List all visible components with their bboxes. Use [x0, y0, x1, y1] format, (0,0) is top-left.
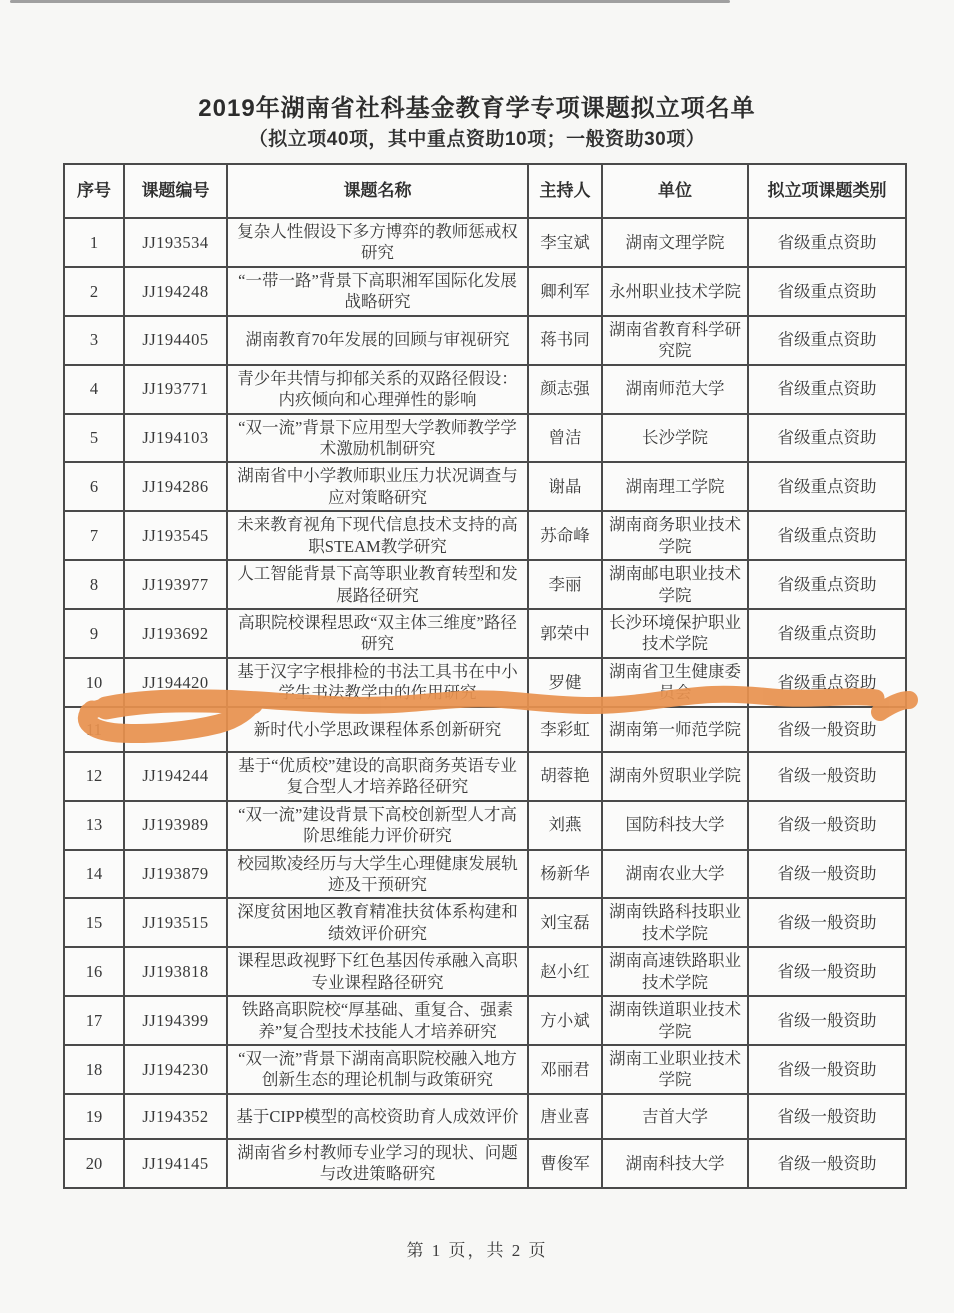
table-row: [64, 752, 906, 801]
cell-title: 课程思政视野下红色基因传承融入高职专业课程路径研究: [227, 947, 528, 996]
cell-leader: 李彩虹: [528, 707, 602, 752]
cell-title: 湖南省乡村教师专业学习的现状、问题与改进策略研究: [227, 1139, 528, 1188]
table-row: [64, 218, 906, 267]
cell-title: 新时代小学思政课程体系创新研究: [227, 707, 528, 752]
cell-seq: 6: [64, 462, 124, 511]
cell-seq: 13: [64, 801, 124, 850]
cell-seq: 20: [64, 1139, 124, 1188]
cell-code: JJ193692: [124, 609, 227, 658]
cell-code: JJ193545: [124, 511, 227, 560]
cell-leader: 蒋书同: [528, 316, 602, 365]
cell-seq: 2: [64, 267, 124, 316]
table-row: [64, 462, 906, 511]
cell-code: JJ194145: [124, 1139, 227, 1188]
cell-seq: 14: [64, 850, 124, 899]
cell-category: 省级重点资助: [748, 218, 906, 267]
column-header-3: 主持人: [528, 164, 602, 218]
cell-leader: 郭荣中: [528, 609, 602, 658]
cell-seq: 11: [64, 707, 124, 752]
cell-category: 省级重点资助: [748, 560, 906, 609]
cell-category: 省级重点资助: [748, 462, 906, 511]
cell-unit: 湖南铁路科技职业技术学院: [602, 898, 748, 947]
cell-seq: 17: [64, 996, 124, 1045]
cell-category: 省级重点资助: [748, 365, 906, 414]
cell-category: 省级重点资助: [748, 414, 906, 463]
cell-unit: 永州职业技术学院: [602, 267, 748, 316]
cell-seq: 19: [64, 1094, 124, 1139]
table-row: [64, 267, 906, 316]
page-title: 2019年湖南省社科基金教育学专项课题拟立项名单: [198, 95, 756, 122]
cell-unit: 湖南工业职业技术学院: [602, 1045, 748, 1094]
table-row: [64, 1045, 906, 1094]
page-subtitle: （拟立项40项，其中重点资助10项；一般资助30项）: [248, 129, 706, 150]
cell-code: JJ193818: [124, 947, 227, 996]
cell-title: “双一流”背景下应用型大学教师教学学术激励机制研究: [227, 414, 528, 463]
cell-code: JJ194244: [124, 752, 227, 801]
cell-code: JJ194103: [124, 414, 227, 463]
cell-unit: 湖南铁道职业技术学院: [602, 996, 748, 1045]
cell-code: JJ194230: [124, 1045, 227, 1094]
cell-code: JJ194405: [124, 316, 227, 365]
cell-title: 青少年共情与抑郁关系的双路径假设：内疚倾向和心理弹性的影响: [227, 365, 528, 414]
cell-seq: 12: [64, 752, 124, 801]
cell-title: “一带一路”背景下高职湘军国际化发展战略研究: [227, 267, 528, 316]
cell-code: JJ193879: [124, 850, 227, 899]
table-row: [64, 707, 906, 752]
cell-unit: 湖南理工学院: [602, 462, 748, 511]
cell-unit: 湖南高速铁路职业技术学院: [602, 947, 748, 996]
column-header-2: 课题名称: [227, 164, 528, 218]
cell-seq: 3: [64, 316, 124, 365]
column-header-5: 拟立项课题类别: [748, 164, 906, 218]
cell-leader: 李丽: [528, 560, 602, 609]
cell-title: 湖南省中小学教师职业压力状况调查与应对策略研究: [227, 462, 528, 511]
cell-category: 省级一般资助: [748, 898, 906, 947]
cell-seq: 15: [64, 898, 124, 947]
cell-title: 基于CIPP模型的高校资助育人成效评价: [227, 1094, 528, 1139]
cell-category: 省级一般资助: [748, 1139, 906, 1188]
cell-category: 省级重点资助: [748, 511, 906, 560]
cell-title: 深度贫困地区教育精准扶贫体系构建和绩效评价研究: [227, 898, 528, 947]
cell-unit: 国防科技大学: [602, 801, 748, 850]
cell-leader: 李宝斌: [528, 218, 602, 267]
table-row: [64, 1094, 906, 1139]
cell-unit: 长沙环境保护职业技术学院: [602, 609, 748, 658]
page-number: 第 1 页，共 2 页: [406, 1241, 548, 1260]
cell-category: 省级一般资助: [748, 947, 906, 996]
cell-leader: 曹俊军: [528, 1139, 602, 1188]
table-row: [64, 609, 906, 658]
cell-category: 省级重点资助: [748, 658, 906, 707]
cell-leader: 刘宝磊: [528, 898, 602, 947]
cell-title: 复杂人性假设下多方博弈的教师惩戒权研究: [227, 218, 528, 267]
cell-code: JJ193515: [124, 898, 227, 947]
cell-seq: 5: [64, 414, 124, 463]
cell-title: “双一流”建设背景下高校创新型人才高阶思维能力评价研究: [227, 801, 528, 850]
projects-table: [63, 163, 907, 1189]
cell-seq: 10: [64, 658, 124, 707]
cell-unit: 湖南邮电职业技术学院: [602, 560, 748, 609]
cell-category: 省级重点资助: [748, 267, 906, 316]
cell-title: 人工智能背景下高等职业教育转型和发展路径研究: [227, 560, 528, 609]
cell-leader: 谢晶: [528, 462, 602, 511]
cell-title: 基于“优质校”建设的高职商务英语专业复合型人才培养路径研究: [227, 752, 528, 801]
cell-seq: 18: [64, 1045, 124, 1094]
cell-leader: 胡蓉艳: [528, 752, 602, 801]
table-row: [64, 658, 906, 707]
table-row: [64, 947, 906, 996]
cell-leader: 罗健: [528, 658, 602, 707]
table-row: [64, 316, 906, 365]
cell-category: 省级一般资助: [748, 707, 906, 752]
cell-code: JJ194352: [124, 1094, 227, 1139]
cell-unit: 湖南外贸职业学院: [602, 752, 748, 801]
cell-category: 省级一般资助: [748, 1094, 906, 1139]
cell-code: JJ193771: [124, 365, 227, 414]
cell-leader: 卿利军: [528, 267, 602, 316]
cell-code: JJ194420: [124, 658, 227, 707]
cell-title: 基于汉字字根排检的书法工具书在中小学生书法教学中的作用研究: [227, 658, 528, 707]
cell-unit: 湖南文理学院: [602, 218, 748, 267]
cell-category: 省级一般资助: [748, 996, 906, 1045]
cell-unit: 湖南师范大学: [602, 365, 748, 414]
cell-title: “双一流”背景下湖南高职院校融入地方创新生态的理论机制与政策研究: [227, 1045, 528, 1094]
cell-category: 省级一般资助: [748, 1045, 906, 1094]
cell-unit: 湖南农业大学: [602, 850, 748, 899]
cell-unit: 长沙学院: [602, 414, 748, 463]
cell-seq: 1: [64, 218, 124, 267]
cell-leader: 曾洁: [528, 414, 602, 463]
cell-code: JJ193534: [124, 218, 227, 267]
cell-leader: 邓丽君: [528, 1045, 602, 1094]
cell-seq: 16: [64, 947, 124, 996]
table-row: [64, 898, 906, 947]
table-row: [64, 414, 906, 463]
table-row: [64, 996, 906, 1045]
cell-code: [124, 707, 227, 752]
cell-leader: 杨新华: [528, 850, 602, 899]
cell-leader: 赵小红: [528, 947, 602, 996]
cell-code: JJ194399: [124, 996, 227, 1045]
cell-category: 省级一般资助: [748, 801, 906, 850]
cell-title: 校园欺凌经历与大学生心理健康发展轨迹及干预研究: [227, 850, 528, 899]
cell-seq: 4: [64, 365, 124, 414]
cell-category: 省级重点资助: [748, 609, 906, 658]
table-row: [64, 850, 906, 899]
cell-seq: 8: [64, 560, 124, 609]
table-header-row: [64, 164, 906, 218]
column-header-1: 课题编号: [124, 164, 227, 218]
cell-category: 省级一般资助: [748, 752, 906, 801]
column-header-4: 单位: [602, 164, 748, 218]
cell-code: JJ193977: [124, 560, 227, 609]
cell-title: 高职院校课程思政“双主体三维度”路径研究: [227, 609, 528, 658]
cell-leader: 苏命峰: [528, 511, 602, 560]
cell-title: 铁路高职院校“厚基础、重复合、强素养”复合型技术技能人才培养研究: [227, 996, 528, 1045]
table-row: [64, 365, 906, 414]
cell-title: 未来教育视角下现代信息技术支持的高职STEAM教学研究: [227, 511, 528, 560]
table-row: [64, 560, 906, 609]
cell-unit: 湖南第一师范学院: [602, 707, 748, 752]
column-header-0: 序号: [64, 164, 124, 218]
cell-category: 省级一般资助: [748, 850, 906, 899]
scan-edge-artifact: [10, 0, 730, 3]
cell-category: 省级重点资助: [748, 316, 906, 365]
cell-leader: 刘燕: [528, 801, 602, 850]
cell-unit: 湖南商务职业技术学院: [602, 511, 748, 560]
cell-code: JJ193989: [124, 801, 227, 850]
table-row: [64, 1139, 906, 1188]
cell-unit: 湖南省卫生健康委员会: [602, 658, 748, 707]
cell-unit: 吉首大学: [602, 1094, 748, 1139]
cell-unit: 湖南省教育科学研究院: [602, 316, 748, 365]
table-row: [64, 801, 906, 850]
cell-seq: 7: [64, 511, 124, 560]
cell-leader: 颜志强: [528, 365, 602, 414]
cell-unit: 湖南科技大学: [602, 1139, 748, 1188]
cell-seq: 9: [64, 609, 124, 658]
table-row: [64, 511, 906, 560]
cell-title: 湖南教育70年发展的回顾与审视研究: [227, 316, 528, 365]
cell-leader: 唐业喜: [528, 1094, 602, 1139]
cell-code: JJ194248: [124, 267, 227, 316]
cell-code: JJ194286: [124, 462, 227, 511]
cell-leader: 方小斌: [528, 996, 602, 1045]
